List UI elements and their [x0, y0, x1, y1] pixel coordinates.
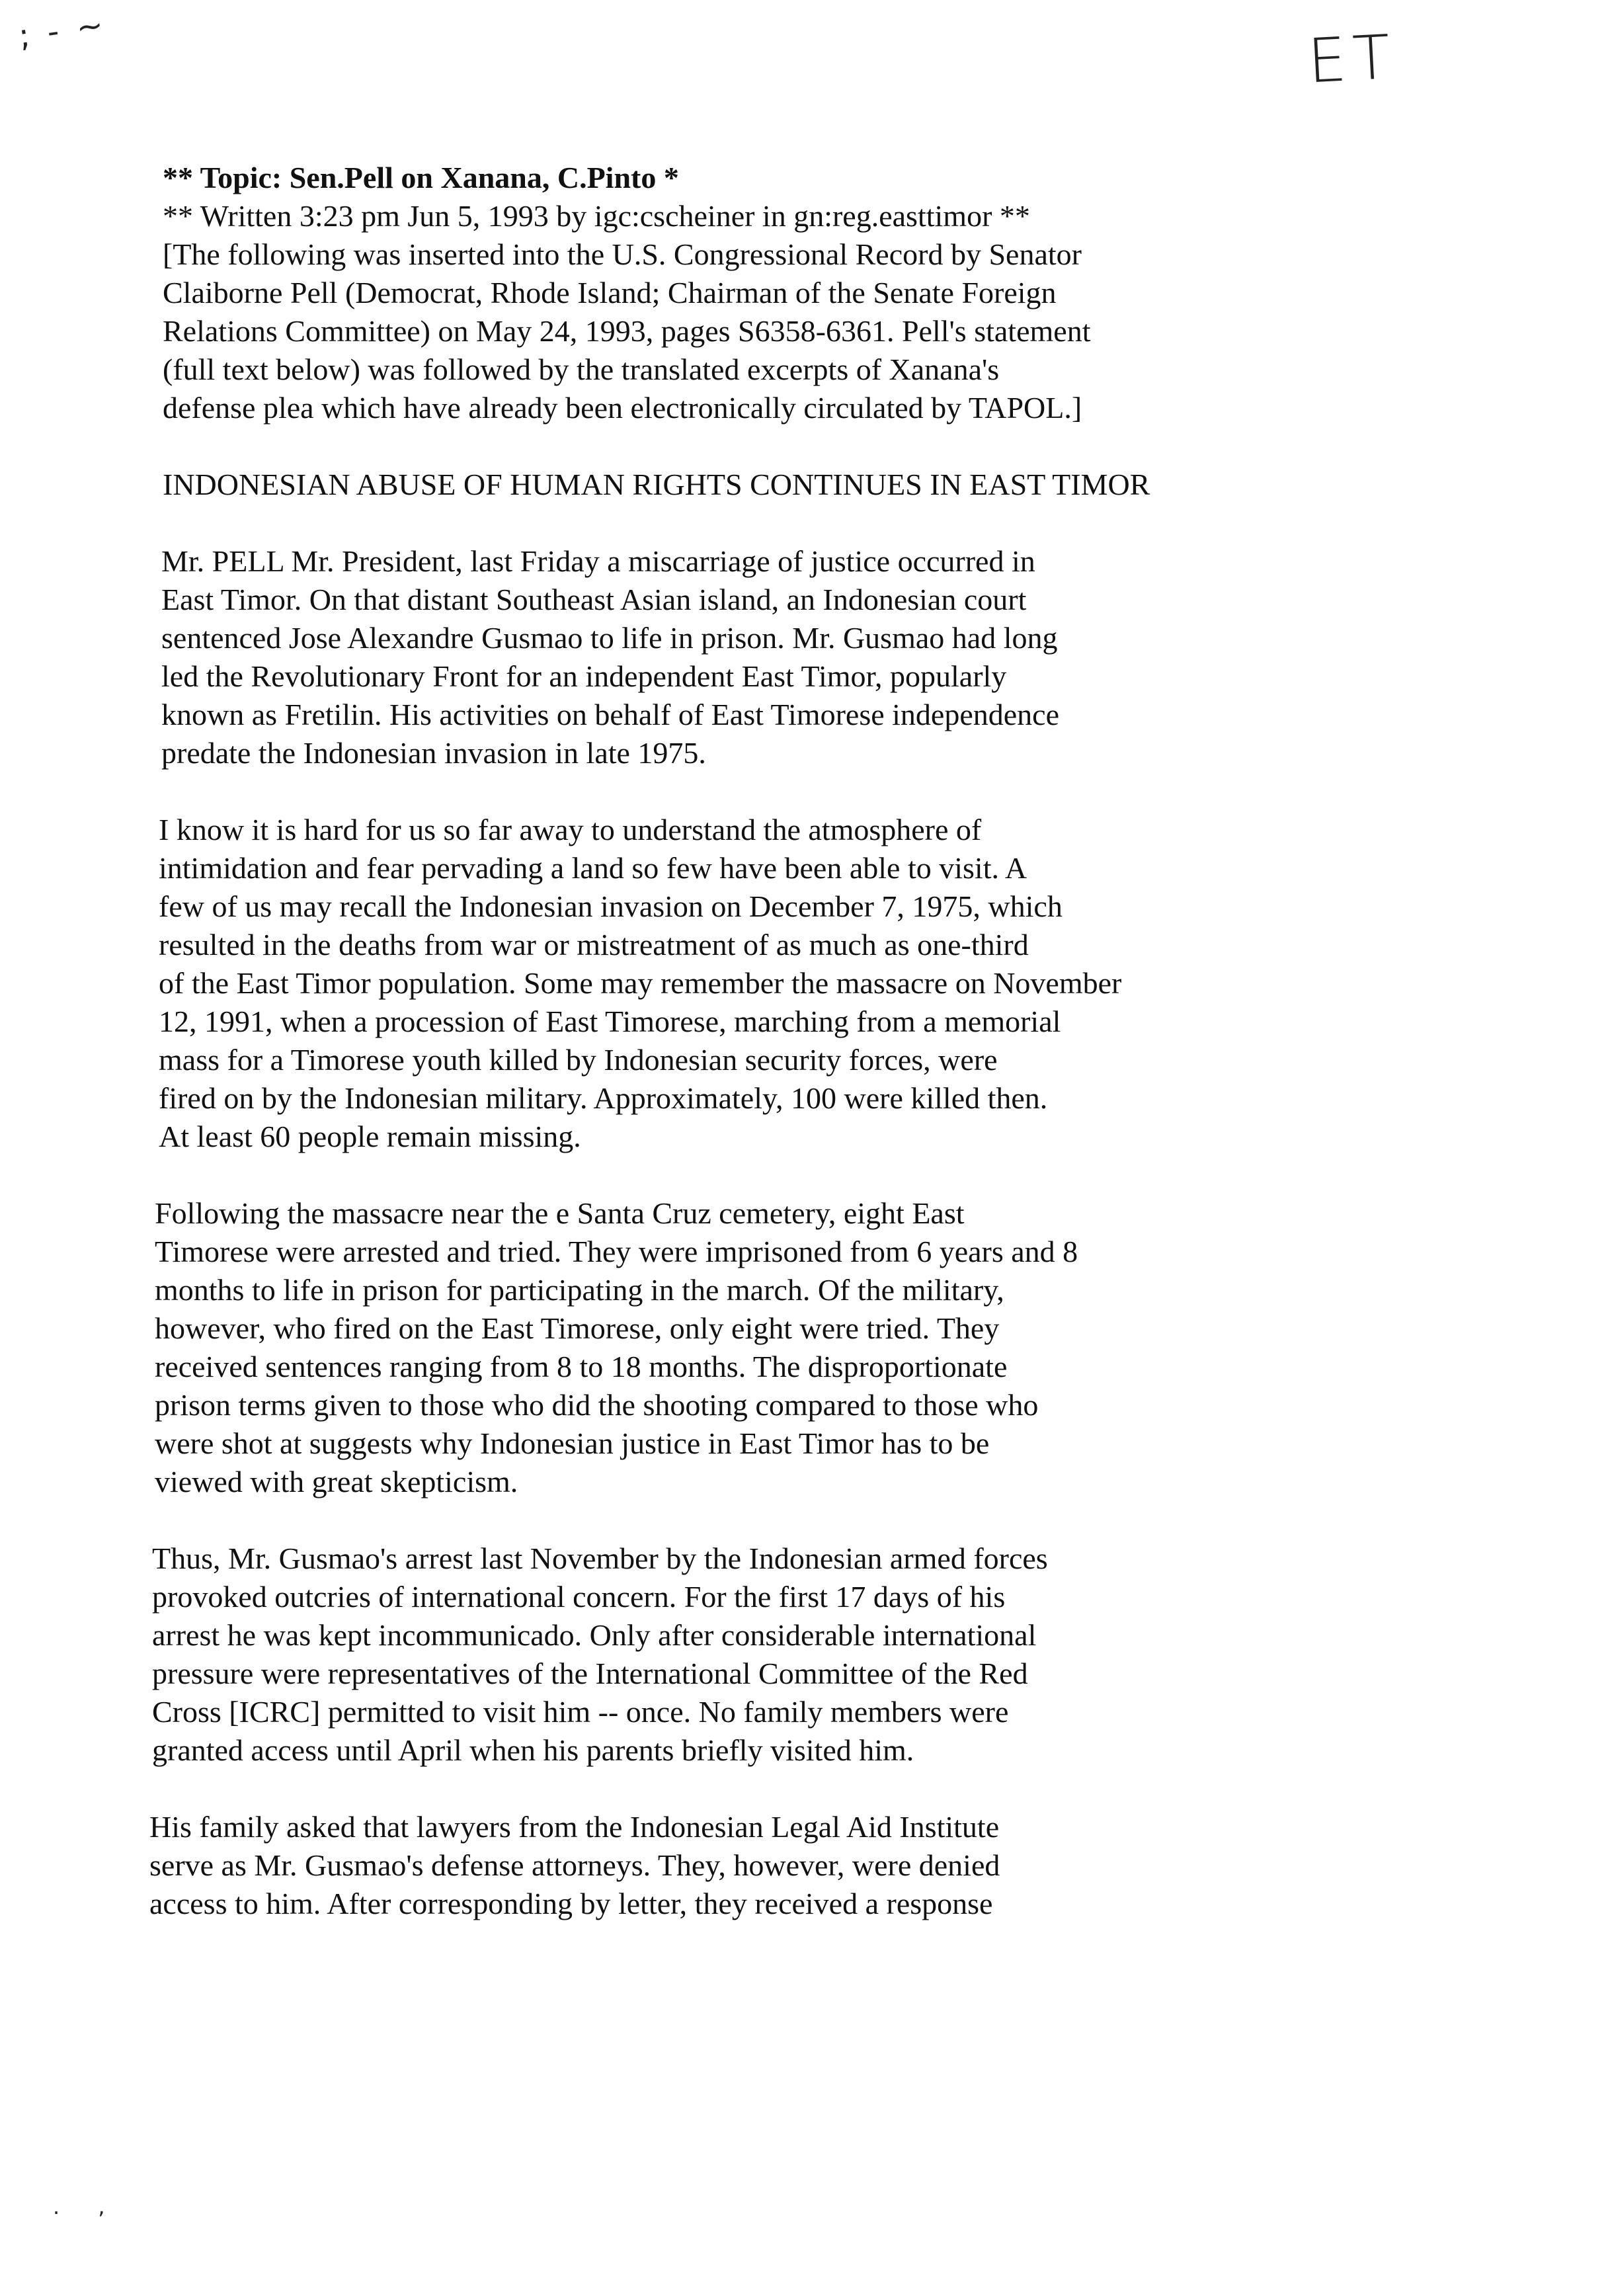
paragraph-line: serve as Mr. Gusmao's defense attorneys. They, however, were denied	[149, 1848, 1000, 1882]
intro-line: defense plea which have already been electronically circulated by TAPOL.]	[163, 391, 1082, 425]
paragraph-line: granted access until April when his parents briefly visited him.	[152, 1733, 914, 1767]
intro-note	[163, 235, 1284, 427]
paragraph-line: mass for a Timorese youth killed by Indonesian security forces, were	[159, 1043, 998, 1077]
intro-line: Relations Committee) on May 24, 1993, pages S6358-6361. Pell's statement	[163, 314, 1091, 348]
paragraph-line: East Timor. On that distant Southeast Asian island, an Indonesian court	[161, 583, 1027, 616]
paragraph-line: months to life in prison for participating in the march. Of the military,	[155, 1273, 1004, 1307]
paragraph-line: Mr. PELL Mr. President, last Friday a miscarriage of justice occurred in	[161, 544, 1035, 578]
paragraph-line: sentenced Jose Alexandre Gusmao to life in prison. Mr. Gusmao had long	[161, 621, 1058, 655]
paragraph-line: provoked outcries of international concern. For the first 17 days of his	[152, 1580, 1006, 1614]
paragraph-line: Following the massacre near the e Santa Cruz cemetery, eight East	[155, 1196, 965, 1230]
paragraph-line: resulted in the deaths from war or mistreatment of as much as one-third	[159, 928, 1029, 962]
paragraph-4	[152, 1539, 1284, 1770]
paragraph-line: were shot at suggests why Indonesian justice in East Timor has to be	[155, 1426, 990, 1460]
paragraph-line: I know it is hard for us so far away to understand the atmosphere of	[159, 813, 982, 846]
paragraph-line: viewed with great skepticism.	[155, 1465, 518, 1498]
intro-line: Claiborne Pell (Democrat, Rhode Island; Chairman of the Senate Foreign	[163, 276, 1057, 309]
scan-mark-bottom-left: . ,	[53, 2194, 121, 2219]
paragraph-line: however, who fired on the East Timorese, only eight were tried. They	[155, 1311, 1000, 1345]
paragraph-1	[161, 542, 1284, 772]
paragraph-line: of the East Timor population. Some may remember the massacre on November	[159, 966, 1122, 1000]
headline: INDONESIAN ABUSE OF HUMAN RIGHTS CONTINUES IN EAST TIMOR	[163, 468, 1150, 501]
paragraph-line: Timorese were arrested and tried. They were imprisoned from 6 years and 8	[155, 1235, 1078, 1268]
written-line: ** Written 3:23 pm Jun 5, 1993 by igc:cscheiner in gn:reg.easttimor **	[163, 199, 1030, 233]
topic-line: ** Topic: Sen.Pell on Xanana, C.Pinto *	[163, 161, 679, 194]
intro-line: [The following was inserted into the U.S. Congressional Record by Senator	[163, 237, 1082, 271]
paragraph-line: few of us may recall the Indonesian invasion on December 7, 1975, which	[159, 889, 1063, 923]
paragraph-line: fired on by the Indonesian military. Approximately, 100 were killed then.	[159, 1081, 1048, 1115]
paragraph-line: access to him. After corresponding by letter, they received a response	[149, 1887, 993, 1920]
paragraph-3	[155, 1194, 1284, 1501]
paragraph-line: led the Revolutionary Front for an independent East Timor, popularly	[161, 659, 1007, 693]
paragraph-line: pressure were representatives of the International Committee of the Red	[152, 1657, 1028, 1690]
paragraph-line: received sentences ranging from 8 to 18 months. The disproportionate	[155, 1350, 1008, 1383]
handwritten-mark-top-left: ; - ~	[16, 5, 110, 56]
paragraph-line: His family asked that lawyers from the Indonesian Legal Aid Institute	[149, 1810, 1000, 1844]
paragraph-line: 12, 1991, when a procession of East Timorese, marching from a memorial	[159, 1004, 1061, 1038]
paragraph-line: prison terms given to those who did the shooting compared to those who	[155, 1388, 1039, 1422]
document-body	[147, 159, 1284, 1923]
handwritten-mark-top-right: ET	[1306, 21, 1399, 97]
paragraph-line: Cross [ICRC] permitted to visit him -- once. No family members were	[152, 1695, 1009, 1729]
paragraph-2	[159, 811, 1284, 1156]
paragraph-5	[149, 1808, 1284, 1923]
paragraph-line: At least 60 people remain missing.	[159, 1120, 581, 1153]
paragraph-line: intimidation and fear pervading a land so few have been able to visit. A	[159, 851, 1027, 885]
intro-line: (full text below) was followed by the translated excerpts of Xanana's	[163, 352, 1000, 386]
paragraph-line: arrest he was kept incommunicado. Only after considerable international	[152, 1618, 1037, 1652]
paragraph-line: known as Fretilin. His activities on behalf of East Timorese independence	[161, 698, 1060, 731]
paragraph-line: Thus, Mr. Gusmao's arrest last November by the Indonesian armed forces	[152, 1541, 1048, 1575]
paragraph-line: predate the Indonesian invasion in late 1975.	[161, 736, 706, 770]
